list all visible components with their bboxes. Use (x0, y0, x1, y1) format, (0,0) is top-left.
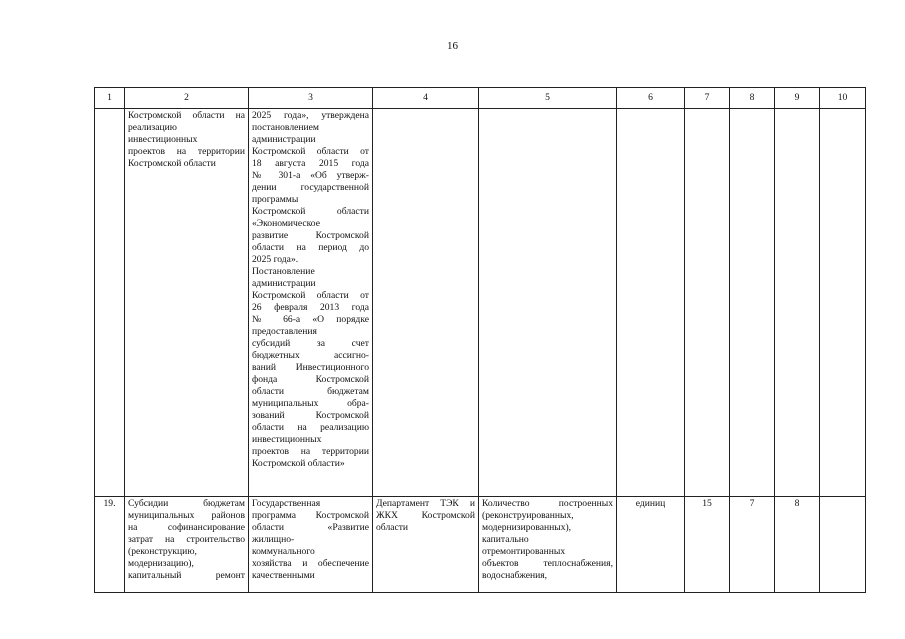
header-cell: 7 (685, 88, 730, 109)
value-cell: 8 (775, 497, 820, 593)
cell-text-line: бюджетных ассигно- (252, 350, 369, 361)
cell-text-line: на софинансирование (128, 522, 245, 533)
cell-text-line: постановлением (252, 122, 319, 133)
value-cell (685, 109, 730, 497)
cell-text-line: ЖКХ Костромской (376, 510, 475, 521)
cell-text-line: развитие Костромской (252, 230, 369, 241)
cell-text-line: 2025 года». (252, 254, 299, 265)
cell-text-line: Количество построенных (482, 498, 613, 509)
cell-text-line: (реконструкцию, (128, 546, 197, 557)
cell-text-line: администрации (252, 278, 316, 289)
cell-text-line: Постановление (252, 266, 315, 277)
executor-cell (373, 497, 479, 593)
cell-text-line: дении государственной (252, 182, 369, 193)
header-cell: 4 (373, 88, 479, 109)
cell-text-line: зований Костромской (252, 410, 369, 421)
cell-text-line: субсидий за счет (252, 338, 369, 349)
cell-text-line: области (376, 522, 409, 533)
cell-text-line: капитальный ремонт (128, 570, 245, 581)
cell-text-line: модернизированных), (482, 522, 572, 533)
measure-name-cell (125, 109, 249, 497)
cell-text-line: Костромской области от (252, 290, 369, 301)
cell-text-line: инвестиционных (128, 134, 198, 145)
cell-text-line: реализацию (128, 122, 177, 133)
cell-text-line: Костромской области на (128, 110, 245, 121)
program-cell (249, 109, 373, 497)
header-cell: 8 (730, 88, 775, 109)
cell-text-line: фонда Костромской (252, 374, 369, 385)
value-cell: 15 (685, 497, 730, 593)
cell-text-line: проектов на территории (252, 446, 369, 457)
cell-text-line: коммунального (252, 546, 315, 557)
value-cell (730, 109, 775, 497)
cell-text-line: затрат на строительство (128, 534, 245, 545)
table-row-continuation (95, 109, 866, 497)
cell-text-line: объектов теплоснабжения, (482, 558, 613, 569)
cell-text-line: капитально (482, 534, 529, 545)
row-number-cell: 19. (95, 497, 125, 593)
cell-text-line: Костромской области» (252, 458, 345, 469)
row-number-cell (95, 109, 125, 497)
table-row-19 (95, 497, 866, 593)
cell-text-line: Костромской области (128, 158, 216, 169)
unit-cell: единиц (617, 497, 685, 593)
cell-text-line: 2025 года», утверждена (252, 110, 369, 121)
cell-text-line: области на реализацию (252, 422, 369, 433)
measure-name-cell (125, 497, 249, 593)
cell-text-line: № 66-а «О порядке (252, 314, 369, 325)
executor-cell (373, 109, 479, 497)
cell-text-line: проектов на территории (128, 146, 245, 157)
cell-text-line: качественными (252, 570, 315, 581)
cell-text-line: хозяйства и обеспечение (252, 558, 369, 569)
header-cell: 2 (125, 88, 249, 109)
cell-text-line: отремонтированных (482, 546, 566, 557)
cell-text-line: ваний Инвестиционного (252, 362, 369, 373)
header-cell: 1 (95, 88, 125, 109)
cell-text-line: области бюджетам (252, 386, 369, 397)
value-cell (775, 109, 820, 497)
cell-text-line: (реконструированных, (482, 510, 574, 521)
cell-text-line: Костромской области (252, 206, 369, 217)
header-cell: 6 (617, 88, 685, 109)
unit-cell (617, 109, 685, 497)
cell-text-line: администрации (252, 134, 316, 145)
cell-text-line: Государственная (252, 498, 321, 509)
cell-text-line: Костромской области от (252, 146, 369, 157)
cell-text-line: «Экономическое (252, 218, 320, 229)
programs-table (94, 87, 866, 593)
indicator-cell (479, 109, 617, 497)
value-cell (820, 497, 866, 593)
cell-text-line: Субсидии бюджетам (128, 498, 245, 509)
value-cell (820, 109, 866, 497)
cell-text-line: жилищно- (252, 534, 295, 545)
cell-text-line: предоставления (252, 326, 317, 337)
cell-text-line: 18 августа 2015 года (252, 158, 369, 169)
cell-text-line: программа Костромской (252, 510, 369, 521)
cell-text-line: водоснабжения, (482, 570, 548, 581)
page-number: 16 (447, 40, 458, 52)
value-cell: 7 (730, 497, 775, 593)
header-cell: 10 (820, 88, 866, 109)
table-header-row (95, 88, 866, 109)
cell-text-line: программы (252, 194, 299, 205)
cell-text-line: муниципальных обра- (252, 398, 369, 409)
program-cell (249, 497, 373, 593)
cell-text-line: № 301-а «Об утверж- (252, 170, 369, 181)
cell-text-line: модернизацию), (128, 558, 194, 569)
indicator-cell (479, 497, 617, 593)
header-cell: 9 (775, 88, 820, 109)
cell-text-line: области на период до (252, 242, 369, 253)
header-cell: 3 (249, 88, 373, 109)
cell-text-line: Департамент ТЭК и (376, 498, 475, 509)
cell-text-line: инвестиционных (252, 434, 322, 445)
cell-text-line: области «Развитие (252, 522, 369, 533)
cell-text-line: 26 февраля 2013 года (252, 302, 369, 313)
header-cell: 5 (479, 88, 617, 109)
cell-text-line: муниципальных районов (128, 510, 245, 521)
